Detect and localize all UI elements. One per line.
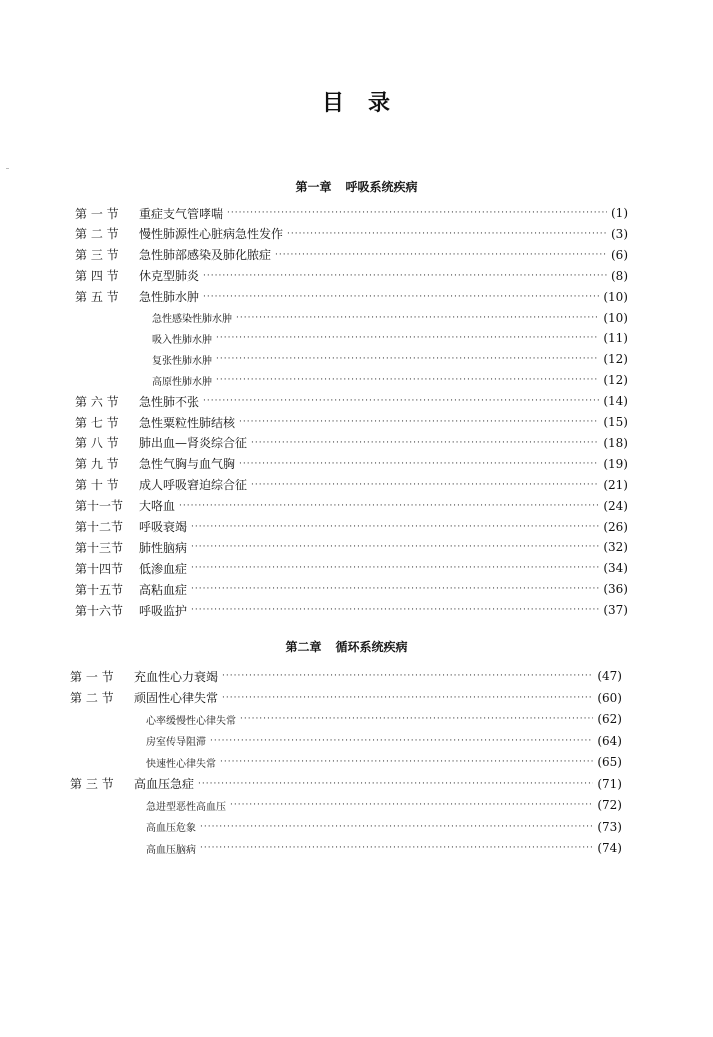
section-number: 第 一 节 <box>70 669 114 684</box>
toc-subentry <box>152 349 628 369</box>
page-number: (36) <box>603 582 628 597</box>
toc-subentry <box>146 838 622 858</box>
toc-entry <box>75 537 628 557</box>
toc-entry <box>75 245 628 265</box>
page-number: (3) <box>611 226 628 241</box>
toc-subentry <box>146 731 622 751</box>
entry-title: 高血压危象 <box>146 823 196 834</box>
dot-leader <box>287 229 607 239</box>
entry-title: 肺出血—肾炎综合征 <box>139 436 248 451</box>
entry-title: 高原性肺水肿 <box>152 376 212 388</box>
entry-title: 急性肺水肿 <box>139 290 200 305</box>
entry-title: 快速性心律失常 <box>146 758 216 770</box>
toc-entry <box>75 266 628 286</box>
dot-leader <box>251 438 599 448</box>
dot-leader <box>210 736 593 746</box>
toc-subentry <box>152 370 628 390</box>
dot-leader <box>251 480 599 490</box>
dot-leader <box>240 714 593 724</box>
entry-title: 高粘血症 <box>139 582 188 597</box>
page-number: (60) <box>597 690 622 705</box>
toc-entry <box>75 203 628 223</box>
entry-title: 呼吸监护 <box>139 603 188 618</box>
section-number: 第十一节 <box>75 499 124 514</box>
dot-leader <box>203 396 599 406</box>
toc-entry <box>75 600 628 620</box>
page-number: (47) <box>597 669 622 683</box>
entry-title: 重症支气管哮喘 <box>139 206 224 221</box>
page-number: (64) <box>597 733 622 748</box>
page-number: (10) <box>603 310 628 325</box>
section-number: 第 二 节 <box>70 691 114 705</box>
entry-title: 复张性肺水肿 <box>152 355 212 367</box>
page-number: (34) <box>603 561 628 576</box>
section-number: 第十五节 <box>75 582 124 597</box>
entry-title: 休克型肺炎 <box>139 269 200 284</box>
toc-entry <box>75 454 628 474</box>
page-number: (18) <box>603 435 628 450</box>
entry-title: 高血压脑病 <box>146 844 196 856</box>
dot-leader <box>275 250 607 260</box>
toc-subentry <box>152 328 628 348</box>
page-title: 目 录 <box>321 91 391 116</box>
entry-title: 急性感染性肺水肿 <box>152 314 232 325</box>
toc-entry <box>75 433 628 453</box>
page-number: (32) <box>603 540 628 555</box>
toc-entry <box>75 224 628 244</box>
dot-leader <box>191 563 599 573</box>
entry-title: 急性肺不张 <box>139 394 200 409</box>
dot-leader <box>191 605 599 615</box>
dot-leader <box>222 693 593 703</box>
chapter-1-heading <box>0 178 713 195</box>
toc-entry <box>70 666 622 686</box>
chapter-title: 呼吸系统疾病 <box>345 180 418 194</box>
toc-subentry <box>146 795 622 815</box>
toc-entry <box>75 475 628 495</box>
toc-entry <box>75 517 628 537</box>
chapter-title: 循环系统疾病 <box>335 640 408 654</box>
toc-entry <box>75 412 628 432</box>
dot-leader <box>230 800 593 810</box>
toc-subentry <box>146 817 622 837</box>
dot-leader <box>216 333 599 343</box>
page-number: (11) <box>603 331 628 346</box>
toc-entry <box>75 579 628 599</box>
entry-title: 房室传导阻滞 <box>146 737 206 748</box>
toc-subentry <box>146 709 622 729</box>
section-number: 第 一 节 <box>75 206 119 221</box>
entry-title: 高血压急症 <box>134 777 195 791</box>
page-number: (19) <box>603 456 628 471</box>
dot-leader <box>239 459 599 469</box>
toc-entry <box>75 496 628 516</box>
dot-leader <box>216 375 599 385</box>
toc-entry <box>70 774 622 794</box>
entry-title: 心率缓慢性心律失常 <box>146 715 236 727</box>
page-number: (24) <box>603 498 628 513</box>
section-number: 第 四 节 <box>75 269 119 284</box>
page-number: (10) <box>603 289 628 304</box>
entry-title: 成人呼吸窘迫综合征 <box>139 478 248 493</box>
page-number: (8) <box>611 268 628 283</box>
page-number: (1) <box>611 206 628 220</box>
page-number: (71) <box>597 776 622 791</box>
section-number: 第 三 节 <box>75 248 119 263</box>
page-number: (37) <box>603 603 628 618</box>
toc-entry <box>75 391 628 411</box>
section-number: 第 三 节 <box>70 777 114 791</box>
dot-leader <box>191 542 599 552</box>
section-number: 第 二 节 <box>75 227 119 242</box>
dot-leader <box>203 271 607 281</box>
toc-entry <box>75 558 628 578</box>
toc-subentry <box>146 752 622 772</box>
page-number: (21) <box>603 477 628 492</box>
dot-leader <box>236 313 599 323</box>
section-number: 第 十 节 <box>75 478 119 493</box>
dot-leader <box>222 671 593 681</box>
entry-title: 吸入性肺水肿 <box>152 334 212 346</box>
dot-leader <box>239 417 599 427</box>
dot-leader <box>203 292 599 302</box>
page-number: (15) <box>603 415 628 429</box>
page-number: (12) <box>603 352 628 367</box>
page-number: (12) <box>603 373 628 388</box>
toc-entry <box>70 688 622 708</box>
entry-title: 慢性肺源性心脏病急性发作 <box>139 227 284 242</box>
dot-leader <box>179 501 599 511</box>
page-number: (72) <box>597 798 622 812</box>
section-number: 第十二节 <box>75 520 124 534</box>
entry-title: 呼吸衰竭 <box>139 520 188 534</box>
entry-title: 急性肺部感染及肺化脓症 <box>139 248 272 263</box>
entry-title: 低渗血症 <box>139 561 188 576</box>
dot-leader <box>227 208 607 218</box>
dot-leader <box>191 522 599 532</box>
chapter-number: 第一章 <box>295 180 332 194</box>
entry-title: 顽固性心律失常 <box>134 691 219 705</box>
entry-title: 急性气胸与血气胸 <box>139 457 236 472</box>
dot-leader <box>200 822 593 832</box>
entry-title: 肺性脑病 <box>139 540 188 555</box>
section-number: 第十三节 <box>75 540 124 555</box>
chapter-2-heading <box>0 638 703 655</box>
page-number: (65) <box>597 755 622 769</box>
dot-leader <box>200 843 593 853</box>
dot-leader <box>198 779 593 789</box>
entry-title: 大咯血 <box>139 499 176 514</box>
section-number: 第十四节 <box>75 561 124 576</box>
section-number: 第 七 节 <box>75 415 119 430</box>
section-number: 第 六 节 <box>75 394 119 409</box>
section-number: 第十六节 <box>75 603 124 618</box>
dot-leader <box>216 354 599 364</box>
page-number: (6) <box>611 247 628 262</box>
toc-entry <box>75 287 628 307</box>
section-number: 第 五 节 <box>75 290 119 305</box>
toc-subentry <box>152 308 628 328</box>
entry-title: 充血性心力衰竭 <box>134 669 219 684</box>
page-number: (14) <box>603 394 628 409</box>
section-number: 第 八 节 <box>75 436 119 451</box>
entry-title: 急进型恶性高血压 <box>146 801 226 813</box>
dot-leader <box>191 584 599 594</box>
entry-title: 急性粟粒性肺结核 <box>139 415 236 430</box>
scan-mark <box>6 168 9 169</box>
dot-leader <box>220 757 593 767</box>
page-number: (74) <box>597 841 622 855</box>
page-number: (62) <box>597 712 622 726</box>
chapter-number: 第二章 <box>285 640 322 654</box>
page-number: (26) <box>603 519 628 534</box>
section-number: 第 九 节 <box>75 457 119 472</box>
page-number: (73) <box>597 819 622 834</box>
